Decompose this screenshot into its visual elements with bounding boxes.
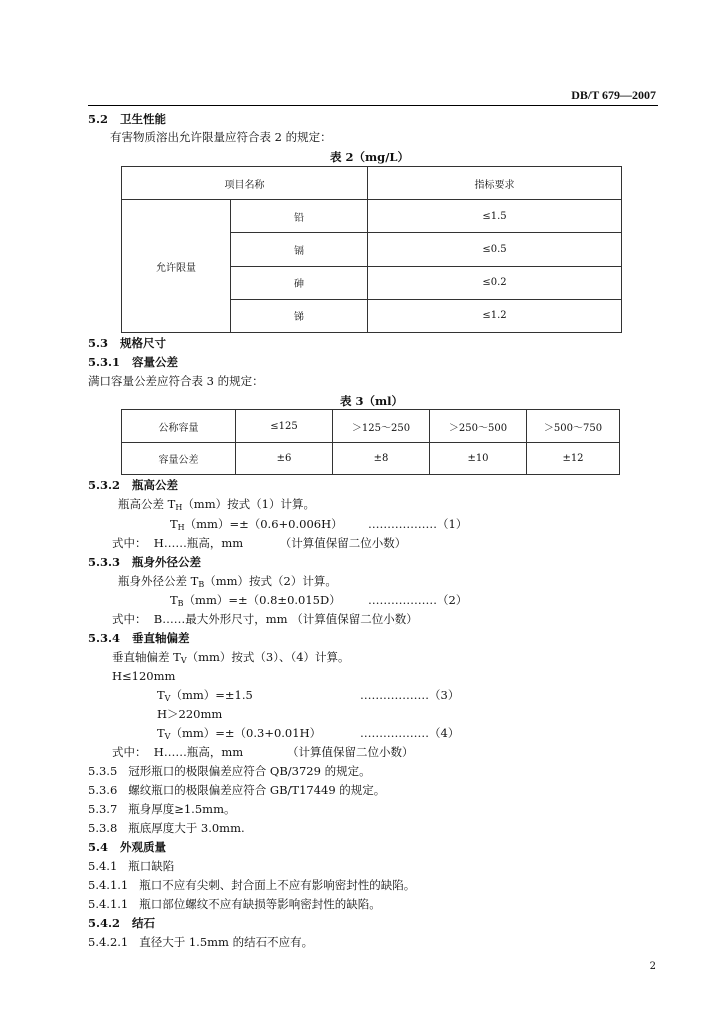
table-3-value-cell: ±8: [333, 443, 430, 475]
formula-4: [157, 726, 321, 744]
subscript: V: [164, 732, 171, 741]
section-5-4-1-1: [88, 878, 415, 892]
section-5-4-1-heading: [88, 859, 174, 873]
section-number: 5.4: [88, 840, 109, 854]
section-5-3-5: [88, 764, 371, 778]
formula-1: [170, 517, 343, 535]
header-rule: [88, 105, 658, 106]
formula-symbol: T: [170, 517, 178, 531]
section-5-4-2-1: [88, 935, 313, 949]
section-text: 直径大于 1.5mm 的结石不应有。: [139, 935, 314, 949]
page-number: 2: [649, 961, 656, 972]
formula-3: [157, 688, 253, 706]
table-3-value-cell: ±12: [527, 443, 620, 475]
section-number: 5.4.1.1: [88, 878, 129, 892]
table-3-header-cell: ≤125: [236, 410, 333, 443]
formula-body: （mm）=±（0.6+0.006H）: [184, 517, 343, 531]
section-text: 瓶口部位螺纹不应有缺损等影响密封性的缺陷。: [139, 897, 381, 911]
section-5-3-2-text: [118, 497, 315, 515]
table-2-item-cell: 镉: [231, 233, 368, 266]
table-3-header-cell: ＞500～750: [527, 410, 620, 443]
section-number: 5.4.2: [88, 916, 121, 930]
section-title: 瓶身外径公差: [132, 555, 202, 569]
text-part: （mm）按式（3）、（4）计算。: [186, 650, 350, 664]
formula-body: （mm）=±（0.3+0.01H）: [170, 726, 322, 740]
table-2-caption: 表 2（mg/L）: [330, 150, 410, 164]
section-title: 规格尺寸: [120, 336, 167, 350]
section-5-2-intro: 有害物质溶出允许限量应符合表 2 的规定：: [110, 130, 332, 144]
section-number: 5.2: [88, 112, 109, 126]
text-part: （mm）按式（1）计算。: [182, 497, 315, 511]
condition-2: H＞220mm: [157, 707, 223, 721]
subscript: B: [198, 580, 205, 589]
section-number: 5.3.3: [88, 555, 121, 569]
section-5-3-1-intro: 满口容量公差应符合表 3 的规定：: [88, 374, 264, 388]
section-title: 瓶口缺陷: [128, 859, 175, 873]
table-3-header-cell: ＞125～250: [333, 410, 430, 443]
formula-2-ref: ………………（2）: [368, 593, 468, 607]
text-part: 瓶高公差 T: [118, 497, 176, 511]
table-2-value-cell: ≤0.2: [368, 266, 622, 299]
section-5-3-8: [88, 821, 245, 835]
section-number: 5.3.5: [88, 764, 118, 778]
table-2-header-item: 项目名称: [122, 167, 368, 200]
section-title: 瓶高公差: [132, 478, 179, 492]
table-2-item-cell: 锑: [231, 299, 368, 332]
subscript: H: [175, 503, 183, 512]
formula-body: （mm）=±1.5: [170, 688, 253, 702]
section-number: 5.3.1: [88, 355, 121, 369]
section-number: 5.3.8: [88, 821, 118, 835]
subscript: V: [164, 694, 171, 703]
section-number: 5.3.4: [88, 631, 121, 645]
section-number: 5.3.2: [88, 478, 121, 492]
table-2-group-label: 允许限量: [122, 200, 231, 333]
section-title: 卫生性能: [120, 112, 167, 126]
text-part: 垂直轴偏差 T: [112, 650, 181, 664]
section-title: 垂直轴偏差: [132, 631, 190, 645]
table-2-item-cell: 砷: [231, 266, 368, 299]
section-5-3-3-text: [118, 574, 337, 592]
section-5-3-1-heading: [88, 355, 178, 369]
formula-symbol: T: [157, 688, 165, 702]
table-2-header-requirement: 指标要求: [368, 167, 622, 200]
formula-body: （mm）=±（0.8±0.015D）: [183, 593, 341, 607]
text-part: 瓶身外径公差 T: [118, 574, 199, 588]
section-text: 瓶口不应有尖刺、封合面上不应有影响密封性的缺陷。: [139, 878, 416, 892]
section-number: 5.3: [88, 336, 109, 350]
table-3: [121, 409, 620, 475]
section-5-3-6: [88, 783, 385, 797]
subscript: V: [180, 656, 187, 665]
section-number: 5.4.1: [88, 859, 118, 873]
section-5-3-7: [88, 802, 235, 816]
formula-1-where: 式中： H……瓶高，mm （计算值保留二位小数）: [112, 536, 407, 550]
formula-1-ref: ………………（1）: [368, 517, 468, 531]
table-2-value-cell: ≤0.5: [368, 233, 622, 266]
text-part: （mm）按式（2）计算。: [204, 574, 337, 588]
formula-4-where: 式中： H……瓶高，mm （计算值保留二位小数）: [112, 745, 414, 759]
section-text: 螺纹瓶口的极限偏差应符合 GB/T17449 的规定。: [128, 783, 386, 797]
section-number: 5.3.6: [88, 783, 118, 797]
formula-symbol: T: [157, 726, 165, 740]
table-2: [121, 166, 622, 333]
section-5-3-4-text: [112, 650, 350, 668]
section-text: 冠形瓶口的极限偏差应符合 QB/3729 的规定。: [128, 764, 371, 778]
section-5-4-2-heading: [88, 916, 155, 930]
subscript: B: [177, 599, 184, 608]
section-title: 容量公差: [132, 355, 179, 369]
table-3-value-cell: ±6: [236, 443, 333, 475]
condition-1: H≤120mm: [112, 669, 176, 683]
table-3-value-cell: ±10: [430, 443, 527, 475]
section-text: 瓶底厚度大于 3.0mm.: [128, 821, 245, 835]
table-2-value-cell: ≤1.5: [368, 200, 622, 233]
section-number: 5.3.7: [88, 802, 118, 816]
section-number: 5.4.2.1: [88, 935, 129, 949]
formula-3-ref: ………………（3）: [360, 688, 460, 702]
section-5-2-heading: [88, 112, 166, 126]
formula-2-where: 式中： B……最大外形尺寸，mm （计算值保留二位小数）: [112, 612, 418, 626]
section-5-3-3-heading: [88, 555, 201, 569]
table-3-value-cell: 容量公差: [122, 443, 236, 475]
table-3-header-cell: 公称容量: [122, 410, 236, 443]
subscript: H: [177, 523, 185, 532]
section-5-4-1-2: [88, 897, 381, 911]
table-2-value-cell: ≤1.2: [368, 299, 622, 332]
formula-2: [170, 593, 341, 611]
section-5-3-2-heading: [88, 478, 178, 492]
section-text: 瓶身厚度≥1.5mm。: [128, 802, 236, 816]
section-5-3-heading: [88, 336, 166, 350]
section-5-3-4-heading: [88, 631, 190, 645]
section-number: 5.4.1.1: [88, 897, 129, 911]
section-5-4-heading: [88, 840, 166, 854]
section-title: 结石: [132, 916, 156, 930]
table-3-caption: 表 3（ml）: [340, 394, 404, 408]
formula-symbol: T: [170, 593, 178, 607]
table-2-item-cell: 铅: [231, 200, 368, 233]
table-3-header-cell: ＞250～500: [430, 410, 527, 443]
formula-4-ref: ………………（4）: [360, 726, 460, 740]
standard-code: DB/T 679—2007: [571, 88, 656, 102]
section-title: 外观质量: [120, 840, 167, 854]
